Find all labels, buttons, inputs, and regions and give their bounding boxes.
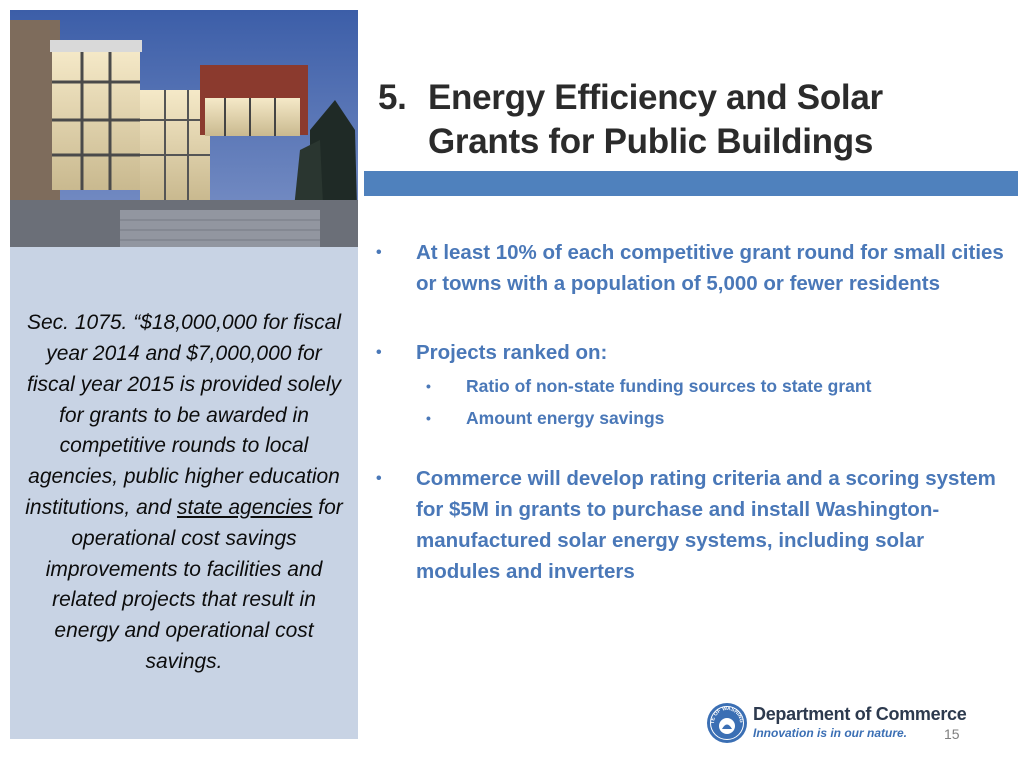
quote-text (10, 308, 358, 678)
seal-text: TE OF WASHING (709, 705, 745, 725)
quote-text-before: Sec. 1075. “$18,000,000 for fiscal year 2014 and $7,000,000 for fiscal year 2015 is provided solely for grants to be awarded in competitive rounds to local agencies, public higher education institutions, and (25, 311, 342, 519)
state-agencies-link[interactable]: state agencies (176, 496, 313, 519)
department-name: Department of Commerce (753, 704, 967, 724)
sub-bullet-marker: • (426, 410, 431, 427)
sub-bullet-text-1: Ratio of non-state funding sources to state grant (466, 376, 872, 397)
bullet-list (372, 238, 1012, 588)
bullet-marker: • (376, 244, 382, 261)
title-line-1: Energy Efficiency and Solar (428, 78, 883, 117)
page-title (378, 76, 1018, 164)
bullet-marker: • (376, 343, 382, 361)
bullet-text-1: At least 10% of each competitive grant round for small cities or towns with a population of 5,000 or fewer residents (416, 241, 1004, 295)
title-bar (364, 171, 1018, 196)
bullet-text-3: Commerce will develop rating criteria and a scoring system for $5M in grants to purchase and install Washington-manufactured solar energy systems, including solar modules and inverters (416, 467, 996, 583)
sub-bullet-marker: • (426, 378, 431, 395)
bullet-spacer (372, 434, 1012, 464)
title-number: 5. (378, 78, 407, 117)
quote-panel (10, 247, 358, 739)
sub-bullet-item (416, 402, 1012, 434)
quote-text-after: for operational cost savings improvements to facilities and related projects that result in energy and operational cost savings. (45, 496, 343, 673)
bullet-spacer (372, 300, 1012, 338)
bullet-text-2: Projects ranked on: (416, 340, 608, 364)
building-photo (10, 10, 358, 247)
page-number: 15 (944, 726, 960, 742)
bullet-item-3 (372, 464, 1012, 587)
title-line-2: Grants for Public Buildings (428, 122, 873, 161)
washington-seal-icon (706, 702, 748, 744)
sub-bullet-item (416, 370, 1012, 402)
sub-bullet-list (416, 370, 1012, 434)
bullet-item-1 (372, 238, 1012, 300)
sub-bullet-text-2: Amount energy savings (466, 408, 665, 429)
bullet-item-2 (372, 338, 1012, 435)
tagline: Innovation is in our nature. (753, 726, 908, 740)
building-illustration (10, 10, 358, 247)
bullet-marker: • (376, 470, 382, 488)
